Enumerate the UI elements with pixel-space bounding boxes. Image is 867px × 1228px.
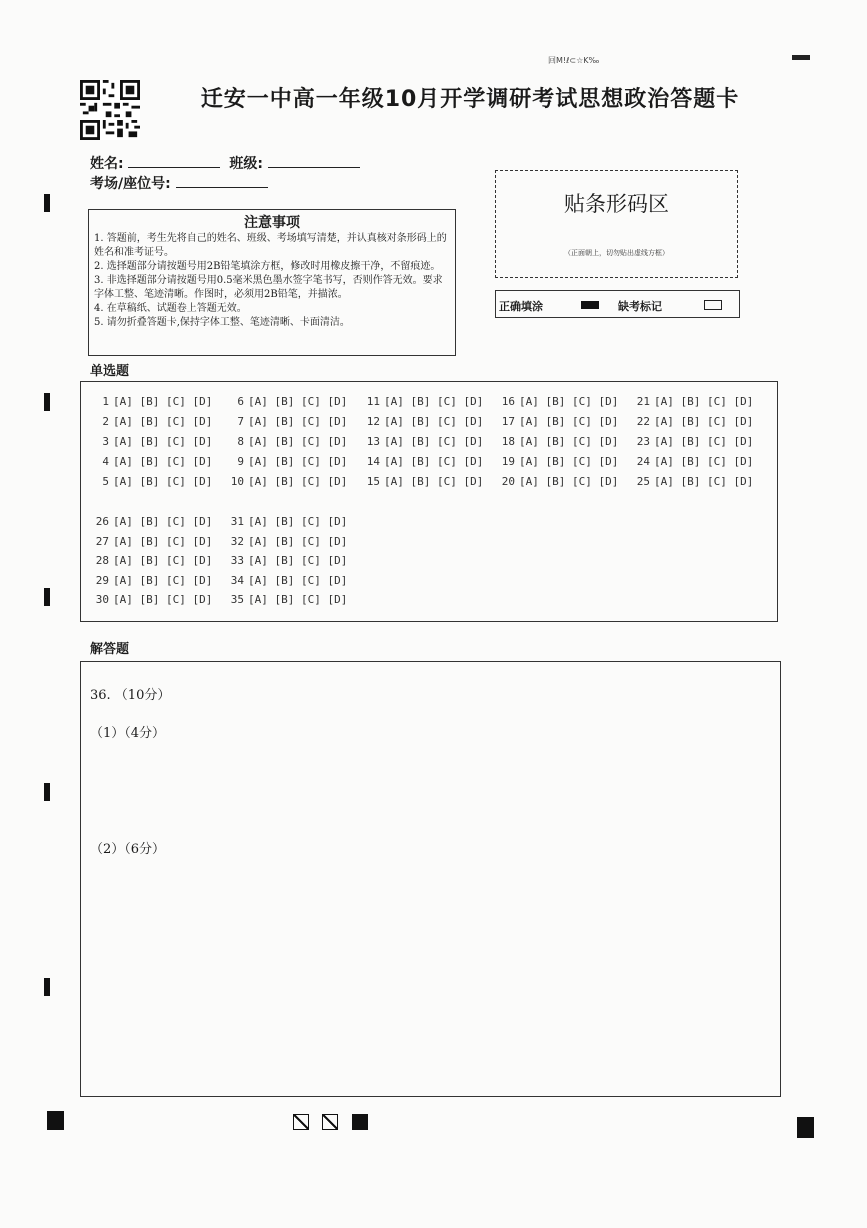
answer-options[interactable]: [A] [B] [C] [D] [654, 435, 754, 448]
answer-options[interactable]: [A] [B] [C] [D] [248, 574, 348, 587]
question-number: 8 [237, 435, 244, 448]
answer-options[interactable]: [A] [B] [C] [D] [519, 455, 619, 468]
choice-question-3[interactable] [91, 435, 212, 448]
choice-question-23[interactable] [632, 435, 753, 448]
question-number: 35 [230, 593, 244, 606]
question-number: 29 [95, 574, 109, 587]
question-number: 4 [102, 455, 109, 468]
fill-legend [495, 290, 740, 318]
answer-options[interactable]: [A] [B] [C] [D] [654, 455, 754, 468]
question-number: 13 [366, 435, 380, 448]
question-number: 18 [501, 435, 515, 448]
choice-question-22[interactable] [632, 415, 753, 428]
choice-question-7[interactable] [226, 415, 347, 428]
top-code: 回M!ℓ⊂☆K‰ [548, 56, 600, 65]
choice-question-24[interactable] [632, 455, 753, 468]
answer-options[interactable]: [A] [B] [C] [D] [113, 455, 213, 468]
question-number: 34 [230, 574, 244, 587]
answer-options[interactable]: [A] [B] [C] [D] [113, 435, 213, 448]
notice-item: 1. 答题前，考生先将自己的姓名、班级、考场填写清楚，并认真核对条形码上的姓名和准考证号。 [94, 233, 447, 258]
question-number: 3 [102, 435, 109, 448]
barcode-area[interactable] [495, 170, 738, 278]
room-row [90, 173, 268, 193]
question-number: 9 [237, 455, 244, 468]
filled-square-icon [352, 1114, 368, 1130]
answer-options[interactable]: [A] [B] [C] [D] [113, 554, 213, 567]
choice-question-12[interactable] [362, 415, 483, 428]
notice-title: 注意事项 [244, 215, 300, 231]
answer-options[interactable]: [A] [B] [C] [D] [248, 593, 348, 606]
question-number: 6 [237, 395, 244, 408]
answer-options[interactable]: [A] [B] [C] [D] [248, 455, 348, 468]
answer-options[interactable]: [A] [B] [C] [D] [654, 415, 754, 428]
question-number: 25 [636, 475, 650, 488]
answer-options[interactable]: [A] [B] [C] [D] [113, 395, 213, 408]
notice-item: 4. 在草稿纸、试题卷上答题无效。 [94, 303, 247, 314]
choice-question-14[interactable] [362, 455, 483, 468]
question-number: 31 [230, 515, 244, 528]
answer-section-label: 解答题 [90, 642, 130, 657]
choice-question-2[interactable] [91, 415, 212, 428]
question-number: 10 [230, 475, 244, 488]
answer-options[interactable]: [A] [B] [C] [D] [519, 475, 619, 488]
answer-options[interactable]: [A] [B] [C] [D] [654, 395, 754, 408]
question-number: 21 [636, 395, 650, 408]
class-label: 班级: [229, 156, 263, 172]
answer-options[interactable]: [A] [B] [C] [D] [113, 415, 213, 428]
choice-question-19[interactable] [497, 455, 618, 468]
single-choice-label: 单选题 [90, 364, 130, 379]
answer-options[interactable]: [A] [B] [C] [D] [248, 415, 348, 428]
answer-options[interactable]: [A] [B] [C] [D] [384, 395, 484, 408]
single-choice-grid [80, 381, 778, 622]
choice-question-33[interactable] [226, 554, 347, 567]
question-number: 33 [230, 554, 244, 567]
question-number: 20 [501, 475, 515, 488]
choice-question-18[interactable] [497, 435, 618, 448]
question-36-part1: （1）（4分） [90, 726, 166, 741]
answer-options[interactable]: [A] [B] [C] [D] [113, 535, 213, 548]
choice-question-11[interactable] [362, 395, 483, 408]
name-field[interactable] [128, 153, 220, 168]
timing-mark [44, 588, 50, 606]
question-number: 27 [95, 535, 109, 548]
qr-code-icon [80, 80, 140, 140]
absent-label: 缺考标记 [618, 300, 662, 313]
corner-mark [792, 55, 810, 60]
choice-question-35[interactable] [226, 593, 347, 606]
choice-question-29[interactable] [91, 574, 212, 587]
question-number: 30 [95, 593, 109, 606]
barcode-title: 贴条形码区 [564, 192, 669, 216]
question-number: 26 [95, 515, 109, 528]
question-number: 5 [102, 475, 109, 488]
name-row [90, 153, 360, 173]
answer-options[interactable]: [A] [B] [C] [D] [384, 475, 484, 488]
choice-question-17[interactable] [497, 415, 618, 428]
crossed-square-icon [293, 1114, 309, 1130]
question-number: 1 [102, 395, 109, 408]
choice-question-5[interactable] [91, 475, 212, 488]
answer-options[interactable]: [A] [B] [C] [D] [248, 435, 348, 448]
answer-options[interactable]: [A] [B] [C] [D] [248, 535, 348, 548]
timing-mark [44, 783, 50, 801]
answer-area[interactable] [80, 661, 781, 1097]
choice-question-13[interactable] [362, 435, 483, 448]
question-number: 24 [636, 455, 650, 468]
choice-question-28[interactable] [91, 554, 212, 567]
notice-item: 5. 请勿折叠答题卡,保持字体工整、笔迹清晰、卡面清洁。 [94, 317, 350, 328]
notice-item: 2. 选择题部分请按题号用2B铅笔填涂方框，修改时用橡皮擦干净，不留痕迹。 [94, 261, 441, 272]
choice-question-9[interactable] [226, 455, 347, 468]
page-title: 迁安一中高一年级10月开学调研考试思想政治答题卡 [200, 87, 740, 112]
question-number: 22 [636, 415, 650, 428]
room-label: 考场/座位号: [90, 176, 171, 192]
choice-question-27[interactable] [91, 535, 212, 548]
choice-question-32[interactable] [226, 535, 347, 548]
barcode-note: （正面朝上，切勿贴出虚线方框） [564, 249, 669, 257]
answer-options[interactable]: [A] [B] [C] [D] [113, 475, 213, 488]
question-number: 28 [95, 554, 109, 567]
choice-question-1[interactable] [91, 395, 212, 408]
timing-mark [44, 194, 50, 212]
room-field[interactable] [176, 173, 268, 188]
question-number: 17 [501, 415, 515, 428]
question-number: 11 [366, 395, 380, 408]
absent-checkbox[interactable] [704, 300, 722, 310]
choice-question-25[interactable] [632, 475, 753, 488]
question-number: 7 [237, 415, 244, 428]
answer-options[interactable]: [A] [B] [C] [D] [384, 455, 484, 468]
choice-question-20[interactable] [497, 475, 618, 488]
answer-options[interactable]: [A] [B] [C] [D] [654, 475, 754, 488]
choice-question-6[interactable] [226, 395, 347, 408]
answer-options[interactable]: [A] [B] [C] [D] [384, 435, 484, 448]
question-number: 19 [501, 455, 515, 468]
correct-fill-label: 正确填涂 [499, 300, 543, 313]
answer-options[interactable]: [A] [B] [C] [D] [113, 574, 213, 587]
choice-question-8[interactable] [226, 435, 347, 448]
answer-options[interactable]: [A] [B] [C] [D] [113, 515, 213, 528]
answer-options[interactable]: [A] [B] [C] [D] [248, 475, 348, 488]
crossed-square-icon [322, 1114, 338, 1130]
choice-question-30[interactable] [91, 593, 212, 606]
answer-options[interactable]: [A] [B] [C] [D] [384, 415, 484, 428]
timing-mark [44, 978, 50, 996]
corner-square-mark [797, 1117, 814, 1138]
corner-square-mark [47, 1111, 64, 1130]
answer-options[interactable]: [A] [B] [C] [D] [113, 593, 213, 606]
timing-mark [44, 393, 50, 411]
choice-question-15[interactable] [362, 475, 483, 488]
choice-question-10[interactable] [226, 475, 347, 488]
question-number: 2 [102, 415, 109, 428]
choice-question-4[interactable] [91, 455, 212, 468]
answer-options[interactable]: [A] [B] [C] [D] [248, 554, 348, 567]
question-36-part2: （2）（6分） [90, 842, 166, 857]
question-36-heading: 36. （10分） [90, 688, 171, 703]
name-label: 姓名: [90, 156, 124, 172]
answer-options[interactable]: [A] [B] [C] [D] [248, 395, 348, 408]
notice-box [88, 209, 456, 356]
question-number: 12 [366, 415, 380, 428]
answer-options[interactable]: [A] [B] [C] [D] [519, 415, 619, 428]
question-number: 15 [366, 475, 380, 488]
class-field[interactable] [268, 153, 360, 168]
choice-question-21[interactable] [632, 395, 753, 408]
question-number: 23 [636, 435, 650, 448]
answer-options[interactable]: [A] [B] [C] [D] [519, 395, 619, 408]
choice-question-16[interactable] [497, 395, 618, 408]
question-number: 16 [501, 395, 515, 408]
notice-item: 3. 非选择题部分请按题号用0.5毫米黑色墨水签字笔书写，否则作答无效。要求字体工整、笔迹清晰。作图时，必须用2B铅笔，并描浓。 [94, 275, 443, 300]
choice-question-34[interactable] [226, 574, 347, 587]
question-number: 14 [366, 455, 380, 468]
answer-options[interactable]: [A] [B] [C] [D] [248, 515, 348, 528]
question-number: 32 [230, 535, 244, 548]
filled-box-icon [581, 301, 599, 309]
choice-question-31[interactable] [226, 515, 347, 528]
choice-question-26[interactable] [91, 515, 212, 528]
answer-options[interactable]: [A] [B] [C] [D] [519, 435, 619, 448]
